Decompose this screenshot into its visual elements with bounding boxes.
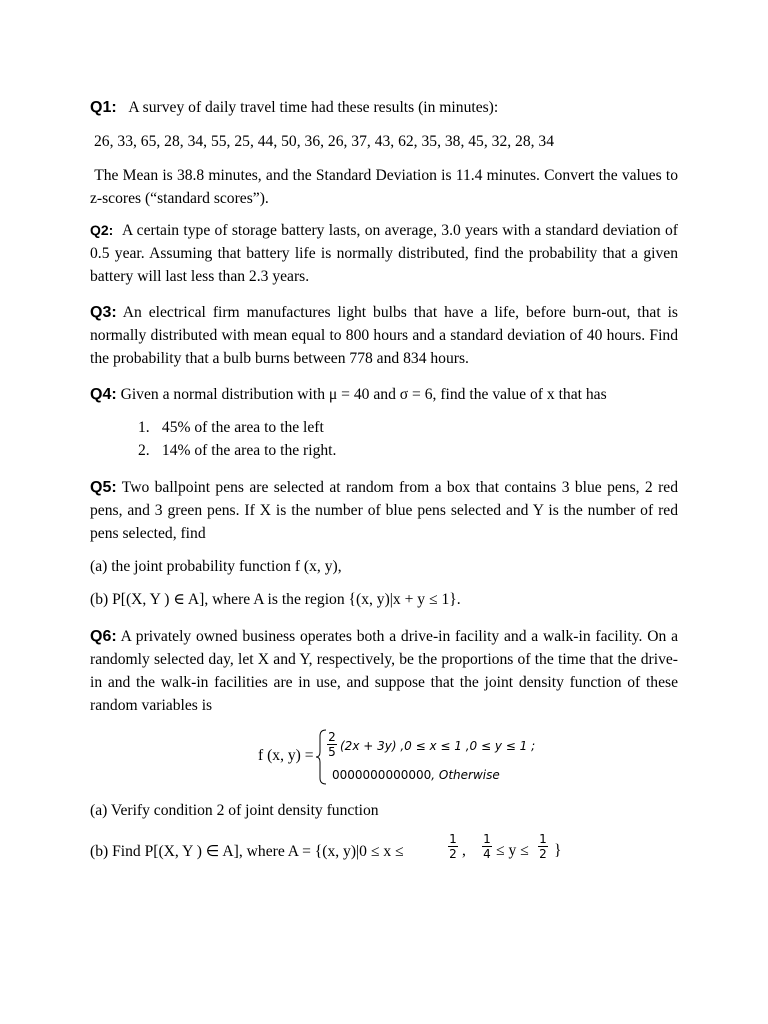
- q6-part-b-prefix: (b) Find P[(X, Y ) ∈ A], where A = {(x, y)|0 ≤ x ≤: [90, 843, 404, 860]
- q6-part-a: [90, 799, 678, 822]
- q5-part-b-text: (b) P[(X, Y ) ∈ A], where A is the region {(x, y)|x + y ≤ 1}.: [90, 591, 461, 608]
- q6-part-b-sep: ,: [462, 842, 466, 859]
- q1-paragraph: [90, 96, 678, 119]
- q1-values: [94, 130, 682, 153]
- q6-text: A privately owned business operates both a drive-in facility and a walk-in facility. On a randomly selected day, let X and Y, respectively, be the proportions of the time that the drive-in and the walk-in facilities are in use, and suppose that the joint density function of these random variables is: [90, 628, 678, 714]
- q4-paragraph: [90, 383, 678, 406]
- q4-item-text: 14% of the area to the right.: [161, 442, 337, 459]
- q2-paragraph: [90, 219, 678, 288]
- q4-item-number: 2.: [138, 442, 150, 459]
- q4-list-item: [138, 416, 324, 439]
- q6-frac-quarter-den: 4: [483, 847, 491, 861]
- q6-case2-word: , Otherwise: [431, 768, 500, 782]
- q6-frac-half-2-den: 2: [539, 847, 547, 861]
- q6-frac-quarter: [482, 833, 492, 860]
- q1-instructions: [90, 164, 678, 210]
- q6-case2-zeros: 0000000000000: [332, 768, 432, 782]
- q1-instructions-text: The Mean is 38.8 minutes, and the Standard Deviation is 11.4 minutes. Convert the values to z-scores (“standard scores”).: [90, 167, 678, 207]
- q4-text: Given a normal distribution with μ = 40 and σ = 6, find the value of x that has: [120, 386, 607, 403]
- q1-intro: A survey of daily travel time had these results (in minutes):: [128, 99, 499, 116]
- q4-item-number: 1.: [138, 419, 150, 436]
- q6-frac-half-den: 2: [449, 847, 457, 861]
- q3-paragraph: [90, 301, 678, 370]
- q6-label: Q6:: [90, 628, 117, 645]
- q5-label: Q5:: [90, 479, 117, 496]
- q5-part-a-text: (a) the joint probability function f (x, y),: [90, 558, 342, 575]
- q6-frac-num: 2: [328, 730, 336, 744]
- q4-list-item: [138, 439, 336, 462]
- q2-label: Q2:: [90, 222, 114, 238]
- q6-frac-quarter-num: 1: [483, 832, 491, 846]
- q3-label: Q3:: [90, 304, 117, 321]
- q6-fxy-label: f (x, y) =: [258, 747, 314, 764]
- q6-frac-den: 5: [328, 745, 336, 759]
- q6-paragraph: [90, 625, 678, 717]
- q5-text: Two ballpoint pens are selected at random from a box that contains 3 blue pens, 2 red pens, and 3 green pens. If X is the number of blue pens selected and Y is the number of red pens selected, find: [90, 479, 678, 542]
- q6-frac-half: [448, 833, 458, 860]
- q6-part-b-end: }: [554, 842, 562, 859]
- q5-part-b: [90, 588, 678, 611]
- q1-label: Q1:: [90, 99, 117, 116]
- q5-part-a: [90, 555, 678, 578]
- q5-paragraph: [90, 476, 678, 545]
- q3-text: An electrical firm manufactures light bulbs that have a life, before burn-out, that is normally distributed with mean equal to 800 hours and a standard deviation of 40 hours. Find the probability that a bulb burns between 778 and 834 hours.: [90, 304, 678, 367]
- q1-values-text: 26, 33, 65, 28, 34, 55, 25, 44, 50, 36, 26, 37, 43, 62, 35, 38, 45, 32, 28, 34: [94, 133, 555, 150]
- q6-frac-half-num: 1: [449, 832, 457, 846]
- q6-case2: [332, 768, 500, 782]
- q6-part-a-text: (a) Verify condition 2 of joint density function: [90, 802, 379, 819]
- q4-label: Q4:: [90, 386, 117, 403]
- q6-case1: (2x + 3y) ,0 ≤ x ≤ 1 ,0 ≤ y ≤ 1 ;: [340, 739, 536, 753]
- q6-frac-half-2: [538, 833, 548, 860]
- q4-item-text: 45% of the area to the left: [161, 419, 324, 436]
- q6-frac-half-2-num: 1: [539, 832, 547, 846]
- q2-text: A certain type of storage battery lasts, on average, 3.0 years with a standard deviation of 0.5 year. Assuming that battery life is normally distributed, find the probability that a given battery will last less than 2.3 years.: [90, 222, 678, 285]
- q6-part-b-mid: ≤ y ≤: [496, 842, 529, 859]
- q6-two-fifths: [327, 731, 337, 758]
